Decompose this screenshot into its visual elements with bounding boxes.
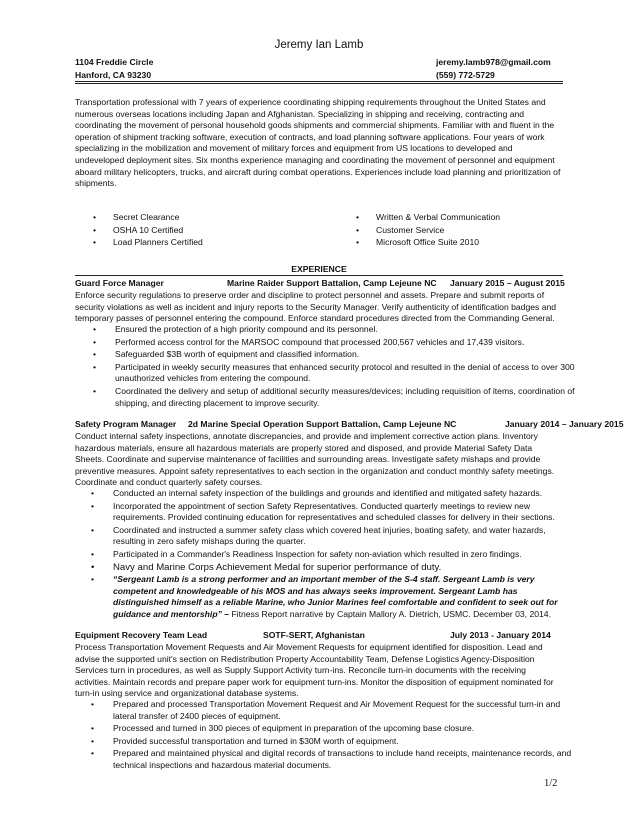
- quote-text: “Sergeant Lamb is a strong performer and an important member of the S-4 staff. Sergeant Lamb is very competent and knowledgeable of his MOS and has always seeks improvement. Sergeant Lamb has distinguished himself as a reliable Marine, who Junior Marines feel comfortable and confident to seek out for guidance and mentorship” –: [113, 574, 558, 619]
- job-description: Process Transportation Movement Requests and Air Movement Requests for equipment identified for disposition. Lead and advise the supported unit's section on Redistribution Property Accountability Team, Defense Logistics Agency-Disposition Services turn in procedures, as well as Supply Support Activity turn-ins. Reconcile turn-in documents with the receiving activities. Maintain records and prepare paper work for equipment turn-ins. Monitor the disposition of equipment nominated for turn-in using service and organizational database systems.: [75, 642, 554, 699]
- list-item: • Incorporated the appointment of section Safety Representatives. Conducted quarterly meetings to review new requirements. Provided continuing education for representatives and scheduled classes for delivery in their sections.: [91, 500, 555, 523]
- job-header: [75, 419, 624, 431]
- list-item: • Performed access control for the MARSOC compound that processed 200,567 vehicles and 17,439 visitors.: [93, 336, 525, 347]
- header-rule: [75, 81, 563, 82]
- job-description: Enforce security regulations to preserve order and discipline to protect personnel and assets. Prepare and submit reports of security violations as well as incident and injury reports to the Security Manager. Verify authenticity of identification badges and temporary passes of personnel entering the compound. Enforce standard procedures directed from the Commanding General.: [75, 290, 557, 324]
- list-item: • Provided successful transportation and turned in $30M worth of equipment.: [91, 735, 399, 746]
- job-dates: January 2014 – January 2015: [505, 419, 624, 429]
- list-item: • Coordinated and instructed a summer safety class which covered heat injuries, boating safety, and water hazards, resulting in zero safety mishaps during the quarter.: [91, 524, 546, 547]
- job-bullets: [93, 324, 575, 409]
- job-dates: January 2015 – August 2015: [450, 278, 565, 288]
- job-org: Marine Raider Support Battalion, Camp Lejeune NC: [227, 278, 437, 288]
- job-header: [75, 630, 575, 642]
- job-description: Conduct internal safety inspections, annotate discrepancies, and provide and implement corrective action plans. Inventory hazardous materials, ensure all hazardous materials are properly stored and disposed, and provide Material Safety Data Sheets. Coordinate and supervise maintenance of facilities and surrounding areas. Investigate safety mishaps and provide preventive measures. Appoint safety representatives to each section in the organization and conduct monthly safety meetings. Coordinate and conduct quarterly safety courses.: [75, 431, 555, 488]
- list-item: • Navy and Marine Corps Achievement Medal for superior performance of duty.: [91, 561, 442, 573]
- skill-item: • Customer Service: [356, 224, 576, 237]
- list-item: • Safeguarded $3B worth of equipment and classified information.: [93, 349, 360, 360]
- skills-right: [356, 211, 576, 249]
- experience-rule: [75, 275, 563, 276]
- job-bullets: [91, 699, 575, 772]
- job-header: [75, 278, 575, 290]
- skill-item: • Written & Verbal Communication: [356, 211, 576, 224]
- header-rule-2: [75, 83, 563, 84]
- contact-phone: (559) 772-5729: [436, 69, 495, 80]
- list-item: • Coordinated the delivery and setup of additional security measures/devices; including requisition of items, coordination of shipping, and directing placement to improve security.: [93, 385, 575, 408]
- list-item: • Processed and turned in 300 pieces of equipment in preparation of the upcoming base closure.: [91, 723, 475, 734]
- list-item: • Prepared and processed Transportation Movement Request and Air Movement Request for the successful turn-in and lateral transfer of 2400 pieces of equipment.: [91, 699, 561, 721]
- quote-source: Fitness Report narrative by Captain Mallory A. Dietrich, USMC. December 03, 2014.: [231, 608, 551, 619]
- job-org: 2d Marine Special Operation Support Battalion, Camp Lejeune NC: [188, 419, 457, 429]
- contact-email: jeremy.lamb978@gmail.com: [436, 57, 551, 67]
- page-number: 1/2: [544, 778, 558, 789]
- skills-left: [93, 211, 313, 249]
- job-title: Guard Force Manager: [75, 278, 164, 288]
- address-street: 1104 Freddie Circle: [75, 57, 154, 67]
- job-title: Equipment Recovery Team Lead: [75, 630, 208, 640]
- experience-heading: EXPERIENCE: [291, 264, 347, 274]
- job-bullets: [91, 488, 575, 621]
- list-item: • Participated in a Commander's Readiness Inspection for safety non-aviation which resulted in zero findings.: [91, 548, 522, 559]
- address-city: Hanford, CA 93230: [75, 69, 152, 80]
- skill-item: • Load Planners Certified: [93, 236, 313, 249]
- resume-name: Jeremy Ian Lamb: [274, 39, 364, 51]
- list-item: • Prepared and maintained physical and digital records of transactions to include hand receipts, maintenance records, and technical inspections and hazardous material documents.: [91, 748, 572, 770]
- skill-item: • OSHA 10 Certified: [93, 224, 313, 237]
- list-item: • “Sergeant Lamb is a strong performer and an important member of the S-4 staff. Sergeant Lamb is very competent and knowledgeable of his MOS and has always seeks improvement. Sergeant Lamb has distinguished himself as a reliable Marine, who Junior Marines feel comfortable and confident to seek out for guidance and mentorship” – Fitness Report narrative by Captain Mallory A. Dietrich, USMC. December 03, 2014.: [91, 574, 558, 619]
- list-item: • Conducted an internal safety inspection of the buildings and grounds and identified and mitigated safety hazards.: [91, 488, 543, 498]
- skill-item: • Secret Clearance: [93, 211, 313, 224]
- list-item: • Ensured the protection of a high priority compound and its personnel.: [93, 324, 378, 334]
- address-block: [75, 56, 153, 81]
- job-org: SOTF-SERT, Afghanistan: [263, 630, 365, 640]
- job-title: Safety Program Manager: [75, 419, 177, 429]
- skill-item: • Microsoft Office Suite 2010: [356, 236, 576, 249]
- job-dates: July 2013 - January 2014: [450, 630, 551, 640]
- summary-paragraph: Transportation professional with 7 years of experience coordinating shipping requirements throughout the United States and numerous overseas locations including Japan and Afghanistan. Specializing in shipping and receiving, contracting and coordinating the movement of personal household goods shipments and commercial shipments. Familiar with and fluent in the operation of shipment tracking software, execution of contracts, and load planning software applications. Four years of work specializing in the mobilization and movement of military forces and equipment from US locations to developed and undeveloped deployment sites. Six months experience managing and coordinating the movement of personnel and equipment aboard military helicopters, trucks, and aircraft during combat operations. Experiences include load planning and prioritization of shipments.: [75, 97, 561, 189]
- contact-block: [436, 56, 551, 81]
- list-item: • Participated in weekly security measures that enhanced security protocol and resulted in the denial of access to over 300 unauthorized vehicles from entering the compound.: [93, 361, 575, 384]
